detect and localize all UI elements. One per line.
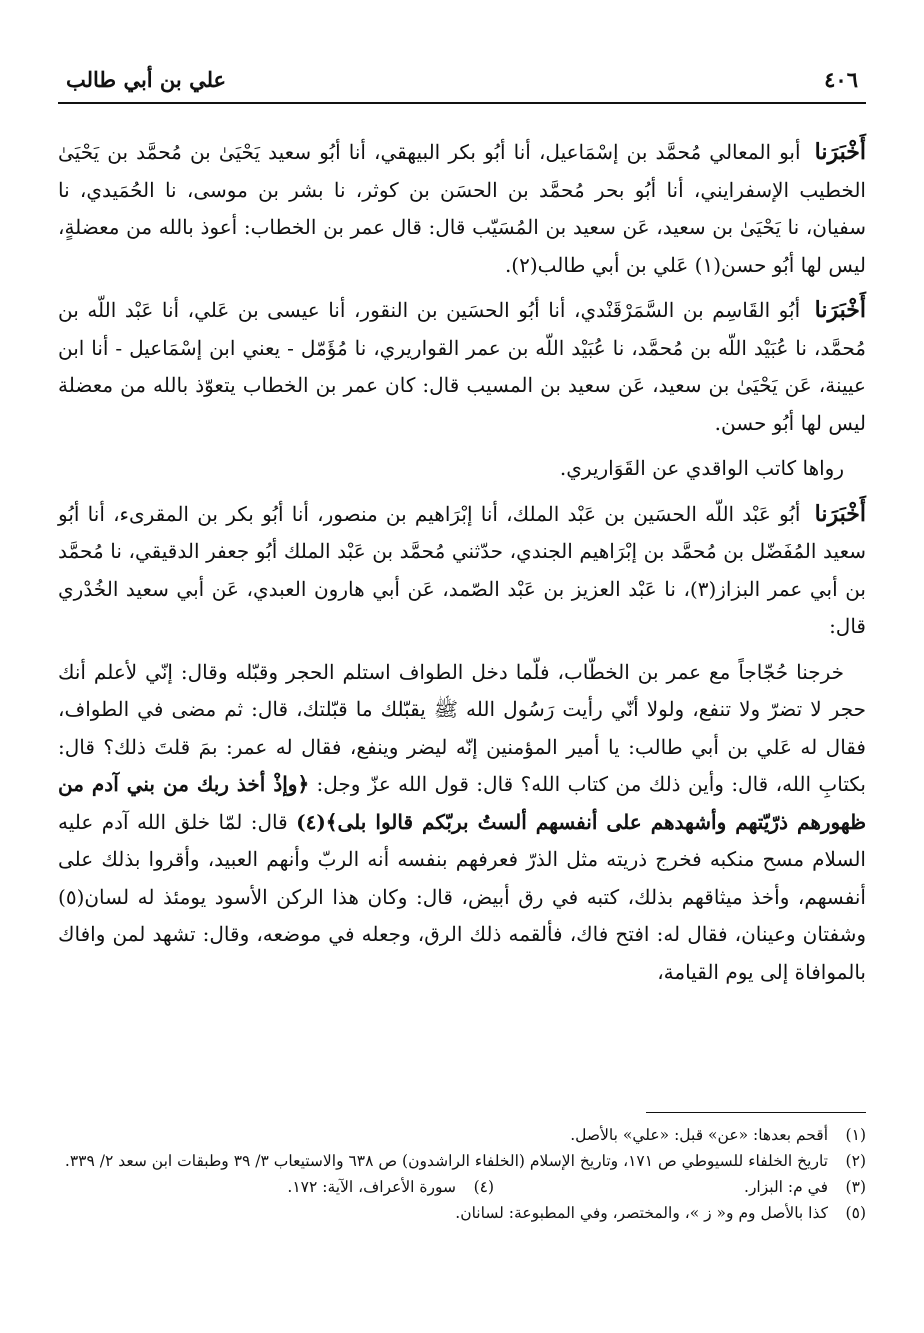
paragraph-text: أبُو عَبْد اللّه الحسَين بن عَبْد الملك، أنا إبْرَاهيم بن منصور، أنا أبُو بكر بن المقرىء، أنا أبُو سعيد المُفَضّل بن مُحمَّد بن إبْرَاهيم الجندي، حدّثني مُحمَّد بن عَبْد الملك أبُو جعفر الدقيقي، نا مُحمَّد بن أبي عمر البزاز(٣)، نا عَبْد العزيز بن عَبْد الصّمد، عَن أبي هارون العبدي، عَن أبي سعيد الخُدْري قال: <box>58 501 866 638</box>
main-text <box>58 134 866 991</box>
footnote-divider <box>646 1112 866 1113</box>
paragraph-2 <box>58 292 866 442</box>
footnote-2 <box>58 1148 866 1174</box>
footnotes <box>58 1122 866 1226</box>
footnote-text: أقحم بعدها: «عن» قبل: «علي» بالأصل. <box>570 1126 828 1144</box>
paragraph-text: أبو المعالي مُحمَّد بن إسْمَاعيل، أنا أبُو بكر البيهقي، أنا أبُو سعيد يَحْيَىٰ بن مُحمَّد بن يَحْيَىٰ الخطيب الإسفرايني، أنا أبُو بحر مُحمَّد بن الحسَن بن كوثر، نا بشر بن موسى، نا الحُمَيدي، نا سفيان، نا يَحْيَىٰ بن سعيد، عَن سعيد بن المُسَيّب قال: قال عمر بن الخطاب: أعوذ بالله من معضلةٍ، ليس لها أبُو حسن(١) عَلي بن أبي طالب(٢). <box>58 140 866 277</box>
footnote-text: سورة الأعراف، الآية: ١٧٢. <box>287 1178 457 1196</box>
book-title: علي بن أبي طالب <box>66 67 227 92</box>
footnote-1 <box>58 1122 866 1148</box>
footnote-number: (٣) <box>845 1178 866 1196</box>
footnote-5 <box>58 1200 866 1226</box>
paragraph-3 <box>58 450 866 488</box>
footnote-number: (١) <box>845 1126 866 1144</box>
akhbarana-lead: أَخْبَرَنا <box>814 500 866 527</box>
footnote-text: كذا بالأصل وم و« ز »، والمختصر، وفي المطبوعة: لسانان. <box>455 1204 828 1222</box>
quran-verse: ﴿وإذْ أخذ ربك من بني آدم من ظهورهم ذرّيّتهم وأشهدهم على أنفسهم ألستُ بربّكم قالوا بلى﴾(٤) <box>58 772 866 834</box>
footnote-number: (٢) <box>845 1152 866 1170</box>
paragraph-text: رواها كاتب الواقدي عن القَوَاريري. <box>559 456 844 480</box>
running-header <box>58 58 866 104</box>
footnote-text: في م: البزار. <box>744 1178 828 1196</box>
paragraph-1 <box>58 134 866 284</box>
akhbarana-lead: أَخْبَرَنا <box>814 297 866 323</box>
paragraph-text: خرجنا حُجّاجاً مع عمر بن الخطّاب، فلّما دخل الطواف استلم الحجر وقبّله وقال: إنّي لأعلم أنك حجر لا تضرّ ولا تنفع، ولولا أنّي رأيت رَسُول الله ﷺ يقبّلك ما قبّلتك، قال: ثم مضى في الطواف، فقال له عَلي بن أبي طالب: يا أمير المؤمنين إنّه ليضر وينفع، فقال له عمر: بمَ قلتَ ذلك؟ قال: بكتابِ الله، قال: وأين ذلك من كتاب الله؟ قال: قول الله عزّ وجل: <box>58 659 866 796</box>
page-number: ٤٠٦ <box>824 67 858 92</box>
footnote-number: (٥) <box>845 1204 866 1222</box>
paragraph-4 <box>58 496 866 646</box>
footnote-number: (٤) <box>473 1178 495 1196</box>
footnote-3-4 <box>58 1174 866 1200</box>
footnote-gap <box>504 1174 734 1200</box>
footnote-text: تاريخ الخلفاء للسيوطي ص ١٧١، وتاريخ الإسلام (الخلفاء الراشدون) ص ٦٣٨ والاستيعاب ٣/ ٣٩ وطبقات ابن سعد ٢/ ٣٣٩. <box>64 1152 828 1170</box>
paragraph-5 <box>58 654 866 992</box>
akhbarana-lead: أَخْبَرَنا <box>814 139 866 165</box>
paragraph-text: أبُو القَاسِم بن السَّمَرْقَنْدي، أنا أبُو الحسَين بن النقور، أنا عيسى بن عَلي، أنا عَبْد اللّه بن مُحمَّد، نا عُبَيْد اللّه بن مُحمَّد، نا عُبَيْد اللّه بن عمر القواريري، نا مُؤَمّل - يعني ابن إسْمَاعيل - أنا ابن عيينة، عَن يَحْيَىٰ بن سعيد، عَن سعيد بن المسيب قال: كان عمر بن الخطاب يتعوّذ بالله من معضلة ليس لها أبُو حسن. <box>58 298 867 435</box>
paragraph-text: قال: لمّا خلق الله آدم عليه السلام مسح منكبه فخرج ذريته مثل الذرّ فعرفهم بنفسه أنه الربّ وأنهم العبيد، وأقروا بذلك على أنفسهم، وأخذ ميثاقهم بذلك، كتبه في رق أبيض، قال: وكان هذا الركن الأسود يومئذ له لسان(٥) وشفتان وعينان، فقال له: افتح فاك، فألقمه ذلك الرق، وجعله في موضعه، وقال: تشهد لمن وافاك بالموافاة إلى يوم القيامة، <box>58 809 866 984</box>
